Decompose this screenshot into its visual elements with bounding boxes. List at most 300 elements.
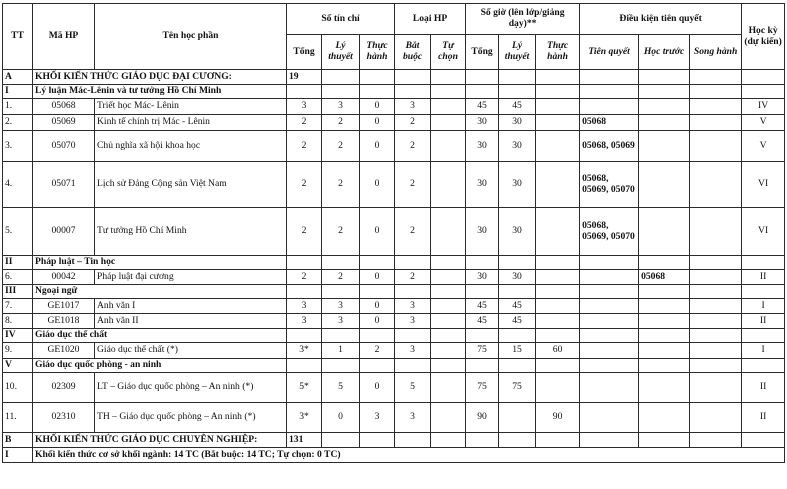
empty-cell — [395, 433, 431, 448]
empty-cell — [536, 70, 580, 85]
prior-course — [639, 162, 690, 208]
empty-cell — [499, 85, 536, 99]
block-total-credits: 19 — [287, 70, 322, 85]
hours-theory: 30 — [499, 162, 536, 208]
empty-cell — [287, 285, 322, 299]
course-row — [3, 343, 785, 359]
empty-cell — [322, 285, 360, 299]
type-elective — [431, 270, 466, 285]
credits-theory: 1 — [322, 343, 360, 359]
block-row — [3, 70, 785, 85]
corequisite — [690, 115, 742, 131]
course-name: Giáo dục thể chất (*) — [95, 343, 287, 359]
empty-cell — [499, 70, 536, 85]
empty-cell — [690, 85, 742, 99]
semester: II — [742, 270, 785, 285]
header-ten-hp: Tên học phần — [95, 4, 287, 70]
empty-cell — [742, 285, 785, 299]
row-tt: 10. — [3, 373, 33, 403]
semester: IV — [742, 99, 785, 115]
corequisite — [690, 99, 742, 115]
course-name: Tư tưởng Hồ Chí Minh — [95, 208, 287, 256]
credits-total: 2 — [287, 131, 322, 162]
hours-total: 30 — [466, 115, 499, 131]
section-title: Giáo dục quốc phòng - an ninh — [33, 359, 287, 373]
header-bat-buoc: Bắt buộc — [395, 35, 431, 70]
prerequisite — [580, 314, 639, 329]
type-required: 3 — [395, 403, 431, 433]
credits-practice: 0 — [360, 162, 395, 208]
empty-cell — [466, 85, 499, 99]
credits-practice: 0 — [360, 99, 395, 115]
course-code: 05071 — [33, 162, 95, 208]
header-song-hanh: Song hành — [690, 35, 742, 70]
prior-course: 05068 — [639, 270, 690, 285]
empty-cell — [395, 70, 431, 85]
hours-practice — [536, 162, 580, 208]
empty-cell — [742, 433, 785, 448]
row-tt: 9. — [3, 343, 33, 359]
empty-cell — [431, 329, 466, 343]
corequisite — [690, 403, 742, 433]
hours-practice — [536, 299, 580, 314]
credits-theory: 3 — [322, 299, 360, 314]
prerequisite: 05068, 05069, 05070 — [580, 162, 639, 208]
course-name: Lịch sử Đảng Cộng sản Việt Nam — [95, 162, 287, 208]
hours-theory: 30 — [499, 208, 536, 256]
row-tt: 6. — [3, 270, 33, 285]
empty-cell — [690, 433, 742, 448]
block-row — [3, 433, 785, 448]
prior-course — [639, 208, 690, 256]
course-name: Anh văn I — [95, 299, 287, 314]
empty-cell — [639, 85, 690, 99]
section-title: Giáo dục thể chất — [33, 329, 287, 343]
empty-cell — [322, 433, 360, 448]
hours-theory: 30 — [499, 115, 536, 131]
type-required: 2 — [395, 162, 431, 208]
credits-practice: 0 — [360, 373, 395, 403]
empty-cell — [395, 285, 431, 299]
hours-practice — [536, 99, 580, 115]
section-row — [3, 359, 785, 373]
hours-total: 90 — [466, 403, 499, 433]
course-row — [3, 99, 785, 115]
empty-cell — [499, 329, 536, 343]
empty-cell — [580, 85, 639, 99]
course-code: 02310 — [33, 403, 95, 433]
empty-cell — [360, 285, 395, 299]
prerequisite — [580, 270, 639, 285]
empty-cell — [742, 256, 785, 270]
prerequisite — [580, 403, 639, 433]
hours-total: 75 — [466, 373, 499, 403]
empty-cell — [580, 70, 639, 85]
type-required: 3 — [395, 343, 431, 359]
hours-theory — [499, 403, 536, 433]
prior-course — [639, 131, 690, 162]
empty-cell — [466, 359, 499, 373]
header-ma-hp: Mã HP — [33, 4, 95, 70]
summary-row — [3, 448, 785, 463]
hours-total: 30 — [466, 208, 499, 256]
credits-total: 3* — [287, 403, 322, 433]
summary-title: Khối kiến thức cơ sở khối ngành: 14 TC (Bắt buộc: 14 TC; Tự chọn: 0 TC) — [33, 448, 785, 463]
empty-cell — [466, 285, 499, 299]
hours-total: 45 — [466, 99, 499, 115]
type-elective — [431, 208, 466, 256]
type-elective — [431, 343, 466, 359]
empty-cell — [431, 70, 466, 85]
empty-cell — [466, 329, 499, 343]
hours-total: 30 — [466, 162, 499, 208]
prerequisite: 05068, 05069, 05070 — [580, 208, 639, 256]
corequisite — [690, 270, 742, 285]
empty-cell — [742, 85, 785, 99]
section-row — [3, 85, 785, 99]
credits-theory: 2 — [322, 162, 360, 208]
header-tu-chon: Tự chọn — [431, 35, 466, 70]
prerequisite: 05068 — [580, 115, 639, 131]
empty-cell — [499, 285, 536, 299]
corequisite — [690, 343, 742, 359]
prior-course — [639, 343, 690, 359]
block-title: KHỐI KIẾN THỨC GIÁO DỤC CHUYÊN NGHIỆP: — [33, 433, 287, 448]
empty-cell — [499, 256, 536, 270]
empty-cell — [322, 359, 360, 373]
credits-practice: 2 — [360, 343, 395, 359]
header-thuc-hanh-gio: Thực hành — [536, 35, 580, 70]
hours-practice — [536, 270, 580, 285]
type-required: 2 — [395, 131, 431, 162]
prerequisite — [580, 373, 639, 403]
header-ly-thuyet-gio: Lý thuyết — [499, 35, 536, 70]
empty-cell — [580, 285, 639, 299]
empty-cell — [431, 359, 466, 373]
prerequisite: 05068, 05069 — [580, 131, 639, 162]
row-tt: I — [3, 85, 33, 99]
empty-cell — [536, 359, 580, 373]
type-elective — [431, 99, 466, 115]
empty-cell — [639, 359, 690, 373]
semester: VI — [742, 162, 785, 208]
course-name: Kinh tế chính trị Mác - Lênin — [95, 115, 287, 131]
header-so-tin-chi: Số tín chỉ — [287, 4, 395, 35]
empty-cell — [742, 329, 785, 343]
empty-cell — [287, 256, 322, 270]
credits-practice: 0 — [360, 299, 395, 314]
credits-theory: 3 — [322, 314, 360, 329]
empty-cell — [395, 359, 431, 373]
prerequisite — [580, 299, 639, 314]
hours-total: 45 — [466, 299, 499, 314]
header-ly-thuyet: Lý thuyết — [322, 35, 360, 70]
type-required: 3 — [395, 99, 431, 115]
course-code: GE1020 — [33, 343, 95, 359]
row-tt: V — [3, 359, 33, 373]
hours-practice — [536, 314, 580, 329]
empty-cell — [322, 70, 360, 85]
header-dieu-kien: Điều kiện tiên quyết — [580, 4, 742, 35]
row-tt: 2. — [3, 115, 33, 131]
empty-cell — [690, 70, 742, 85]
type-elective — [431, 373, 466, 403]
empty-cell — [287, 359, 322, 373]
course-code: 02309 — [33, 373, 95, 403]
corequisite — [690, 299, 742, 314]
credits-theory: 5 — [322, 373, 360, 403]
type-required: 3 — [395, 314, 431, 329]
course-row — [3, 208, 785, 256]
empty-cell — [690, 256, 742, 270]
hours-practice — [536, 208, 580, 256]
credits-theory: 2 — [322, 208, 360, 256]
type-required: 5 — [395, 373, 431, 403]
empty-cell — [431, 256, 466, 270]
course-row — [3, 403, 785, 433]
course-code: 05069 — [33, 115, 95, 131]
row-tt: B — [3, 433, 33, 448]
row-tt: IV — [3, 329, 33, 343]
course-code: GE1018 — [33, 314, 95, 329]
empty-cell — [536, 433, 580, 448]
prior-course — [639, 373, 690, 403]
empty-cell — [431, 285, 466, 299]
prior-course — [639, 314, 690, 329]
empty-cell — [360, 85, 395, 99]
empty-cell — [466, 433, 499, 448]
credits-theory: 2 — [322, 270, 360, 285]
curriculum-table — [2, 3, 785, 463]
table-body — [3, 70, 785, 463]
prerequisite — [580, 99, 639, 115]
header-so-gio: Số giờ (lên lớp/giảng dạy)** — [466, 4, 580, 35]
course-name: Pháp luật đại cương — [95, 270, 287, 285]
credits-total: 3 — [287, 99, 322, 115]
course-code: GE1017 — [33, 299, 95, 314]
hours-theory: 15 — [499, 343, 536, 359]
type-required: 2 — [395, 208, 431, 256]
empty-cell — [360, 70, 395, 85]
corequisite — [690, 131, 742, 162]
credits-total: 3 — [287, 314, 322, 329]
course-row — [3, 162, 785, 208]
credits-total: 2 — [287, 208, 322, 256]
empty-cell — [395, 85, 431, 99]
empty-cell — [499, 359, 536, 373]
type-elective — [431, 162, 466, 208]
empty-cell — [639, 256, 690, 270]
hours-practice: 90 — [536, 403, 580, 433]
course-row — [3, 270, 785, 285]
course-name: Chủ nghĩa xã hội khoa học — [95, 131, 287, 162]
course-code: 00042 — [33, 270, 95, 285]
header-tong-gio: Tổng — [466, 35, 499, 70]
credits-total: 2 — [287, 162, 322, 208]
credits-practice: 3 — [360, 403, 395, 433]
course-row — [3, 373, 785, 403]
semester: II — [742, 403, 785, 433]
row-tt: I — [3, 448, 33, 463]
credits-total: 3 — [287, 299, 322, 314]
row-tt: 5. — [3, 208, 33, 256]
course-code: 05070 — [33, 131, 95, 162]
empty-cell — [536, 85, 580, 99]
block-total-credits: 131 — [287, 433, 322, 448]
hours-total: 45 — [466, 314, 499, 329]
empty-cell — [287, 85, 322, 99]
hours-total: 75 — [466, 343, 499, 359]
section-title: Pháp luật – Tin học — [33, 256, 287, 270]
semester: V — [742, 131, 785, 162]
type-required: 2 — [395, 270, 431, 285]
empty-cell — [431, 433, 466, 448]
hours-theory: 30 — [499, 270, 536, 285]
credits-theory: 3 — [322, 99, 360, 115]
course-row — [3, 314, 785, 329]
hours-theory: 45 — [499, 299, 536, 314]
empty-cell — [690, 359, 742, 373]
empty-cell — [395, 329, 431, 343]
semester: V — [742, 115, 785, 131]
credits-practice: 0 — [360, 270, 395, 285]
semester: VI — [742, 208, 785, 256]
header-thuc-hanh: Thực hành — [360, 35, 395, 70]
corequisite — [690, 162, 742, 208]
empty-cell — [580, 256, 639, 270]
header-hoc-truoc: Học trước — [639, 35, 690, 70]
hours-practice — [536, 131, 580, 162]
prerequisite — [580, 343, 639, 359]
empty-cell — [580, 329, 639, 343]
semester: II — [742, 373, 785, 403]
empty-cell — [742, 70, 785, 85]
course-code: 00007 — [33, 208, 95, 256]
hours-theory: 30 — [499, 131, 536, 162]
empty-cell — [395, 256, 431, 270]
empty-cell — [639, 70, 690, 85]
hours-theory: 45 — [499, 99, 536, 115]
prior-course — [639, 115, 690, 131]
empty-cell — [639, 285, 690, 299]
empty-cell — [287, 329, 322, 343]
row-tt: 3. — [3, 131, 33, 162]
prior-course — [639, 403, 690, 433]
credits-theory: 2 — [322, 131, 360, 162]
course-name: LT – Giáo dục quốc phòng – An ninh (*) — [95, 373, 287, 403]
section-title: Ngoại ngữ — [33, 285, 287, 299]
empty-cell — [466, 256, 499, 270]
row-tt: 8. — [3, 314, 33, 329]
course-row — [3, 115, 785, 131]
empty-cell — [639, 329, 690, 343]
credits-theory: 2 — [322, 115, 360, 131]
hours-total: 30 — [466, 270, 499, 285]
row-tt: 1. — [3, 99, 33, 115]
empty-cell — [742, 359, 785, 373]
empty-cell — [690, 329, 742, 343]
empty-cell — [360, 433, 395, 448]
prior-course — [639, 99, 690, 115]
row-tt: II — [3, 256, 33, 270]
credits-total: 5* — [287, 373, 322, 403]
header-hoc-ky: Học kỳ (dự kiến) — [742, 4, 785, 70]
type-elective — [431, 131, 466, 162]
type-elective — [431, 403, 466, 433]
empty-cell — [360, 256, 395, 270]
empty-cell — [322, 329, 360, 343]
section-row — [3, 256, 785, 270]
semester: I — [742, 343, 785, 359]
row-tt: 4. — [3, 162, 33, 208]
row-tt: 7. — [3, 299, 33, 314]
empty-cell — [639, 433, 690, 448]
credits-total: 2 — [287, 115, 322, 131]
header-loai-hp: Loại HP — [395, 4, 466, 35]
section-title: Lý luận Mác-Lênin và tư tưởng Hồ Chí Minh — [33, 85, 287, 99]
prior-course — [639, 299, 690, 314]
header-tien-quyet: Tiên quyết — [580, 35, 639, 70]
course-code: 05068 — [33, 99, 95, 115]
credits-practice: 0 — [360, 131, 395, 162]
empty-cell — [322, 85, 360, 99]
course-name: Anh văn II — [95, 314, 287, 329]
course-row — [3, 131, 785, 162]
hours-practice: 60 — [536, 343, 580, 359]
corequisite — [690, 314, 742, 329]
course-name: TH – Giáo dục quốc phòng – An ninh (*) — [95, 403, 287, 433]
credits-theory: 0 — [322, 403, 360, 433]
hours-total: 30 — [466, 131, 499, 162]
credits-practice: 0 — [360, 115, 395, 131]
empty-cell — [536, 256, 580, 270]
empty-cell — [360, 359, 395, 373]
hours-theory: 75 — [499, 373, 536, 403]
credits-practice: 0 — [360, 314, 395, 329]
corequisite — [690, 208, 742, 256]
type-elective — [431, 314, 466, 329]
empty-cell — [322, 256, 360, 270]
course-row — [3, 299, 785, 314]
hours-theory: 45 — [499, 314, 536, 329]
row-tt: III — [3, 285, 33, 299]
empty-cell — [536, 285, 580, 299]
semester: I — [742, 299, 785, 314]
block-title: KHỐI KIẾN THỨC GIÁO DỤC ĐẠI CƯƠNG: — [33, 70, 287, 85]
type-required: 3 — [395, 299, 431, 314]
empty-cell — [360, 329, 395, 343]
corequisite — [690, 373, 742, 403]
empty-cell — [536, 329, 580, 343]
empty-cell — [690, 285, 742, 299]
course-name: Triết học Mác- Lênin — [95, 99, 287, 115]
section-row — [3, 329, 785, 343]
header-tong: Tổng — [287, 35, 322, 70]
hours-practice — [536, 115, 580, 131]
section-row — [3, 285, 785, 299]
table-header — [3, 4, 785, 70]
empty-cell — [499, 433, 536, 448]
empty-cell — [466, 70, 499, 85]
empty-cell — [431, 85, 466, 99]
row-tt: 11. — [3, 403, 33, 433]
hours-practice — [536, 373, 580, 403]
type-elective — [431, 115, 466, 131]
row-tt: A — [3, 70, 33, 85]
credits-total: 2 — [287, 270, 322, 285]
empty-cell — [580, 359, 639, 373]
credits-practice: 0 — [360, 208, 395, 256]
